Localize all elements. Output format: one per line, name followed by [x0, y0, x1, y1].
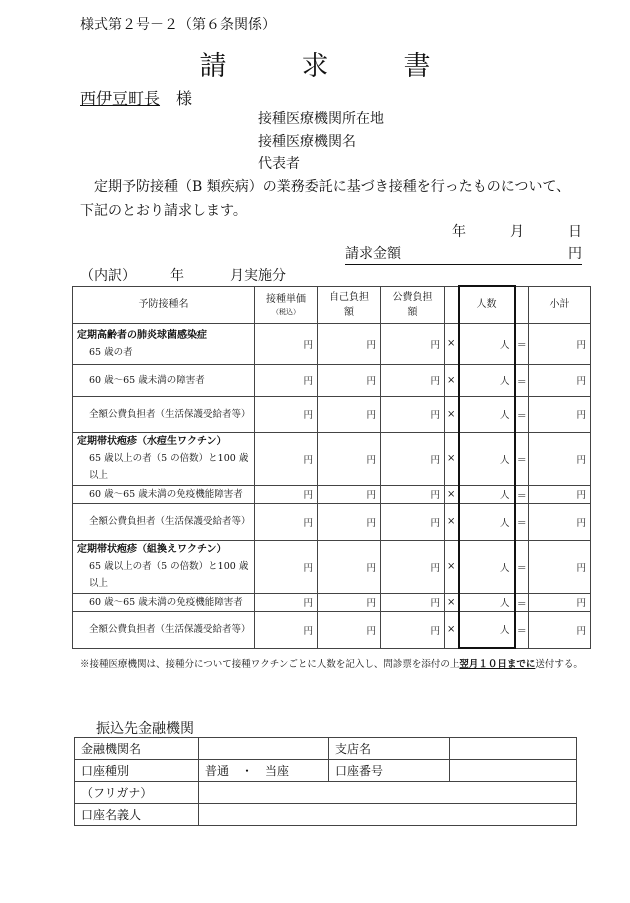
- yen-cell[interactable]: 円: [318, 611, 381, 648]
- claim-label: 請求金額: [345, 246, 401, 262]
- account-number-label: 口座番号: [329, 760, 450, 782]
- yen-cell[interactable]: 円: [529, 593, 591, 611]
- table-row: [73, 485, 591, 503]
- document-title: 請 求 書: [199, 51, 455, 82]
- yen-cell[interactable]: 円: [255, 611, 318, 648]
- header-subtotal: 小計: [529, 286, 591, 323]
- breakdown-label: （内訳）: [80, 268, 136, 284]
- yen-cell[interactable]: 円: [318, 593, 381, 611]
- vaccine-name-cell: [73, 396, 255, 432]
- yen-cell[interactable]: 円: [255, 503, 318, 540]
- form-number: 様式第２号－２（第６条関係）: [80, 17, 276, 33]
- yen-cell[interactable]: 円: [255, 540, 318, 593]
- times-sign: ×: [445, 485, 459, 503]
- yen-cell[interactable]: 円: [529, 396, 591, 432]
- submission-note: ※接種医療機関は、接種分について接種ワクチンごとに人数を記入し、問診票を添付の上翌月１０日までに送付する。: [80, 659, 583, 670]
- vaccination-breakdown-table: [72, 285, 591, 649]
- equals-sign: ＝: [515, 323, 529, 364]
- yen-cell[interactable]: 円: [381, 540, 445, 593]
- table-row: [73, 611, 591, 648]
- yen-cell[interactable]: 円: [529, 323, 591, 364]
- vaccine-name-cell: [73, 485, 255, 503]
- people-count-cell[interactable]: 人: [459, 432, 515, 485]
- bank-branch-field[interactable]: [450, 738, 577, 760]
- deadline-text: 翌月１０日までに: [459, 659, 536, 670]
- claim-unit: 円: [568, 246, 582, 262]
- breakdown-year: 年: [170, 268, 184, 284]
- equals-sign: ＝: [515, 503, 529, 540]
- bank-section-title: 振込先金融機関: [96, 721, 194, 737]
- header-self-pay: 自己負担 額: [318, 286, 381, 323]
- yen-cell[interactable]: 円: [318, 485, 381, 503]
- people-count-cell[interactable]: 人: [459, 396, 515, 432]
- table-row: [73, 432, 591, 485]
- header-public-pay: 公費負担 額: [381, 286, 445, 323]
- bank-institution-field[interactable]: [199, 738, 329, 760]
- times-sign: ×: [445, 432, 459, 485]
- yen-cell[interactable]: 円: [318, 432, 381, 485]
- yen-cell[interactable]: 円: [381, 396, 445, 432]
- target-group-label: 65 歳以上の者（5 の倍数）と100 歳以上: [89, 561, 249, 589]
- bank-branch-label: 支店名: [329, 738, 450, 760]
- yen-cell[interactable]: 円: [255, 364, 318, 396]
- representative-label: 代表者: [258, 156, 300, 172]
- claim-amount: [345, 243, 582, 265]
- equals-sign: ＝: [515, 485, 529, 503]
- table-row: [73, 396, 591, 432]
- yen-cell[interactable]: 円: [255, 396, 318, 432]
- equals-sign: ＝: [515, 540, 529, 593]
- yen-cell[interactable]: 円: [255, 593, 318, 611]
- institution-name-label: 接種医療機関名: [258, 134, 356, 150]
- vaccine-group-title: 定期高齢者の肺炎球菌感染症: [77, 329, 207, 341]
- yen-cell[interactable]: 円: [529, 432, 591, 485]
- vaccine-name-cell: [73, 432, 255, 485]
- vaccine-name-cell: [73, 593, 255, 611]
- target-group-label: 60 歳～65 歳未満の免疫機能障害者: [89, 488, 243, 500]
- vaccine-name-cell: [73, 364, 255, 396]
- yen-cell[interactable]: 円: [381, 503, 445, 540]
- furigana-field[interactable]: [199, 782, 577, 804]
- people-count-cell[interactable]: 人: [459, 364, 515, 396]
- account-type-label: 口座種別: [75, 760, 199, 782]
- breakdown-month: 月実施分: [230, 268, 286, 284]
- times-sign: ×: [445, 503, 459, 540]
- times-sign: ×: [445, 540, 459, 593]
- target-group-label: 65 歳以上の者（5 の倍数）と100 歳以上: [89, 453, 249, 481]
- date-year: 年: [452, 224, 466, 240]
- target-group-label: 60 歳～65 歳未満の免疫機能障害者: [89, 596, 243, 608]
- target-group-label: 65 歳の者: [89, 346, 133, 358]
- addressee-suffix: 様: [176, 89, 193, 108]
- target-group-label: 全額公費負担者（生活保護受給者等）: [89, 408, 251, 420]
- header-op-blank: [515, 286, 529, 323]
- account-holder-field[interactable]: [199, 804, 577, 826]
- yen-cell[interactable]: 円: [529, 540, 591, 593]
- yen-cell[interactable]: 円: [529, 364, 591, 396]
- equals-sign: ＝: [515, 593, 529, 611]
- date-month: 月: [510, 224, 524, 240]
- yen-cell[interactable]: 円: [529, 611, 591, 648]
- yen-cell[interactable]: 円: [381, 593, 445, 611]
- header-op-blank: [445, 286, 459, 323]
- people-count-cell[interactable]: 人: [459, 503, 515, 540]
- yen-cell[interactable]: 円: [529, 485, 591, 503]
- times-sign: ×: [445, 364, 459, 396]
- vaccine-name-cell: [73, 323, 255, 364]
- yen-cell[interactable]: 円: [318, 364, 381, 396]
- table-header-row: [73, 286, 591, 323]
- vaccine-name-cell: [73, 503, 255, 540]
- vaccine-group-title: 定期帯状疱疹（組換えワクチン）: [77, 544, 227, 555]
- account-number-field[interactable]: [450, 760, 577, 782]
- yen-cell[interactable]: 円: [381, 364, 445, 396]
- yen-cell[interactable]: 円: [255, 485, 318, 503]
- yen-cell[interactable]: 円: [381, 323, 445, 364]
- times-sign: ×: [445, 396, 459, 432]
- target-group-label: 60 歳～65 歳未満の障害者: [89, 374, 205, 386]
- vaccine-name-cell: [73, 611, 255, 648]
- equals-sign: ＝: [515, 432, 529, 485]
- people-count-cell[interactable]: 人: [459, 593, 515, 611]
- table-row: [73, 593, 591, 611]
- account-type-options[interactable]: 普通 ・ 当座: [199, 760, 329, 782]
- people-count-cell[interactable]: 人: [459, 485, 515, 503]
- people-count-cell[interactable]: 人: [459, 611, 515, 648]
- yen-cell[interactable]: 円: [318, 323, 381, 364]
- yen-cell[interactable]: 円: [318, 540, 381, 593]
- account-holder-label: 口座名義人: [75, 804, 199, 826]
- people-count-cell[interactable]: 人: [459, 540, 515, 593]
- yen-cell[interactable]: 円: [255, 432, 318, 485]
- equals-sign: ＝: [515, 364, 529, 396]
- bank-account-table: [74, 737, 577, 826]
- bank-institution-label: 金融機関名: [75, 738, 199, 760]
- table-row: [73, 503, 591, 540]
- vaccine-name-cell: [73, 540, 255, 593]
- table-row: [73, 364, 591, 396]
- date-day: 日: [568, 224, 582, 240]
- equals-sign: ＝: [515, 396, 529, 432]
- times-sign: ×: [445, 323, 459, 364]
- vaccine-group-title: 定期帯状疱疹（水痘生ワクチン）: [77, 436, 227, 447]
- furigana-label: （フリガナ）: [75, 782, 199, 804]
- times-sign: ×: [445, 593, 459, 611]
- addressee: [80, 86, 192, 109]
- people-count-cell[interactable]: 人: [459, 323, 515, 364]
- yen-cell[interactable]: 円: [381, 611, 445, 648]
- addressee-name: 西伊豆町長: [80, 89, 161, 108]
- equals-sign: ＝: [515, 611, 529, 648]
- table-row: [73, 540, 591, 593]
- breakdown-heading: [80, 265, 286, 285]
- yen-cell[interactable]: 円: [381, 485, 445, 503]
- table-row: [73, 323, 591, 364]
- yen-cell[interactable]: 円: [318, 396, 381, 432]
- yen-cell[interactable]: 円: [255, 323, 318, 364]
- header-vaccine: 予防接種名: [73, 286, 255, 323]
- times-sign: ×: [445, 611, 459, 648]
- request-statement: 定期予防接種（B 類疾病）の業務委託に基づき接種を行ったものについて、下記のとおり請求します。: [80, 179, 571, 219]
- header-people: 人数: [459, 286, 515, 323]
- target-group-label: 全額公費負担者（生活保護受給者等）: [89, 624, 251, 635]
- yen-cell[interactable]: 円: [381, 432, 445, 485]
- target-group-label: 全額公費負担者（生活保護受給者等）: [89, 516, 251, 527]
- yen-cell[interactable]: 円: [529, 503, 591, 540]
- institution-address-label: 接種医療機関所在地: [258, 111, 384, 127]
- header-unit-price: 接種単価 （税込）: [255, 286, 318, 323]
- yen-cell[interactable]: 円: [318, 503, 381, 540]
